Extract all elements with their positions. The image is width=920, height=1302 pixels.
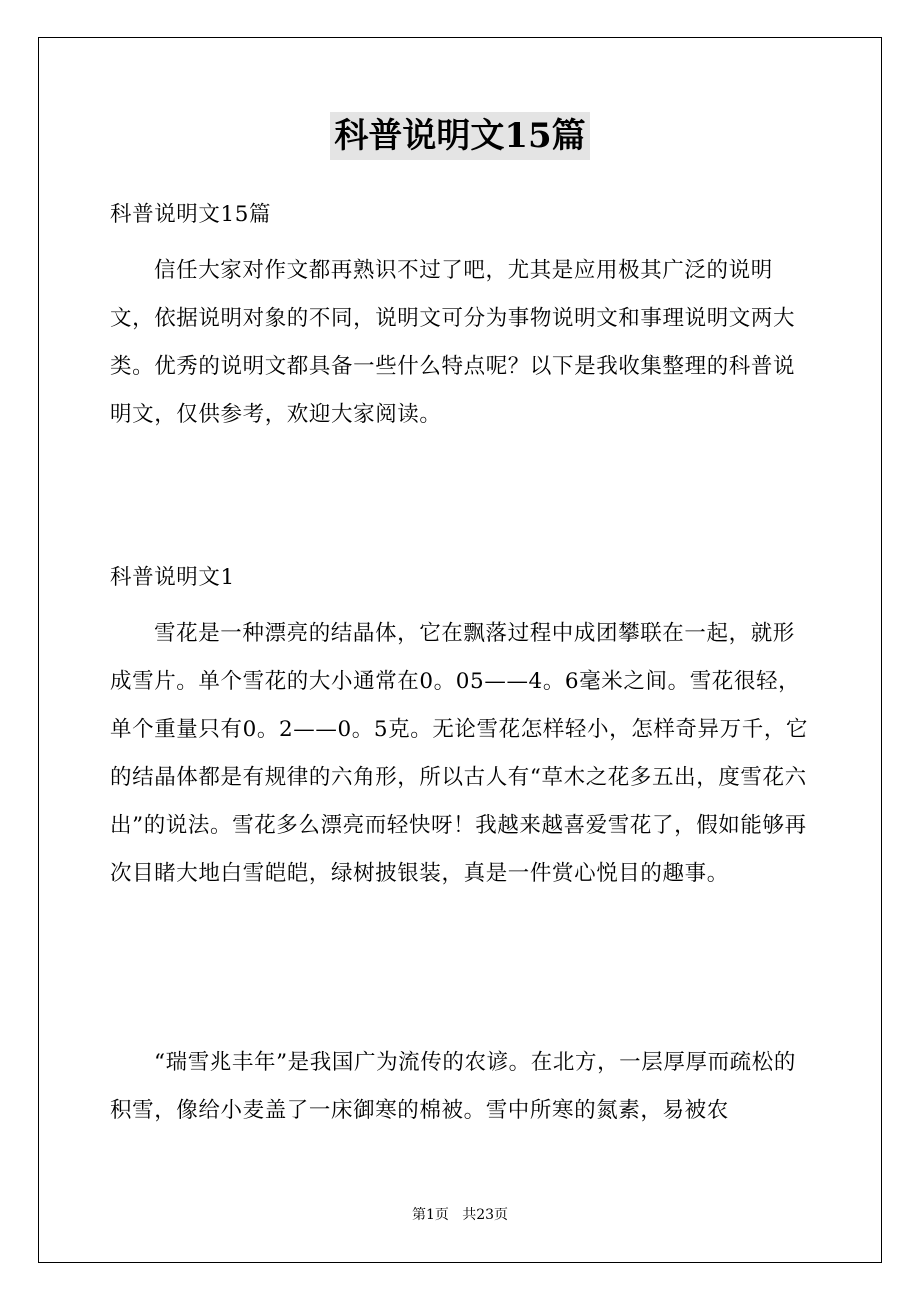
body-paragraph-1: 雪花是一种漂亮的结晶体，它在飘落过程中成团攀联在一起，就形成雪片。单个雪花的大小通常在0。05——4。6毫米之间。雪花很轻，单个重量只有0。2——0。5克。无论雪花怎样轻小，怎样奇异万千，它的结晶体都是有规律的六角形，所以古人有“草木之花多五出，度雪花六出”的说法。雪花多么漂亮而轻快呀！我越来越喜爱雪花了，假如能够再次目睹大地白雪皑皑，绿树披银装，真是一件赏心悦目的趣事。 xyxy=(110,621,809,886)
intro-paragraph: 信任大家对作文都再熟识不过了吧，尤其是应用极其广泛的说明文，依据说明对象的不同，说明文可分为事物说明文和事理说明文两大类。优秀的说明文都具备一些什么特点呢？以下是我收集整理的科普说明文，仅供参考，欢迎大家阅读。 xyxy=(110,258,796,427)
title-container xyxy=(0,112,920,160)
document-subtitle: 科普说明文15篇 xyxy=(110,202,272,227)
page-footer: 第1页 共23页 xyxy=(411,1207,509,1223)
section-heading: 科普说明文1 xyxy=(110,565,235,590)
body-paragraph-2: “瑞雪兆丰年”是我国广为流传的农谚。在北方，一层厚厚而疏松的积雪，像给小麦盖了一床御寒的棉被。雪中所寒的氮素，易被农 xyxy=(110,1050,796,1123)
document-title: 科普说明文15篇 xyxy=(330,112,589,160)
